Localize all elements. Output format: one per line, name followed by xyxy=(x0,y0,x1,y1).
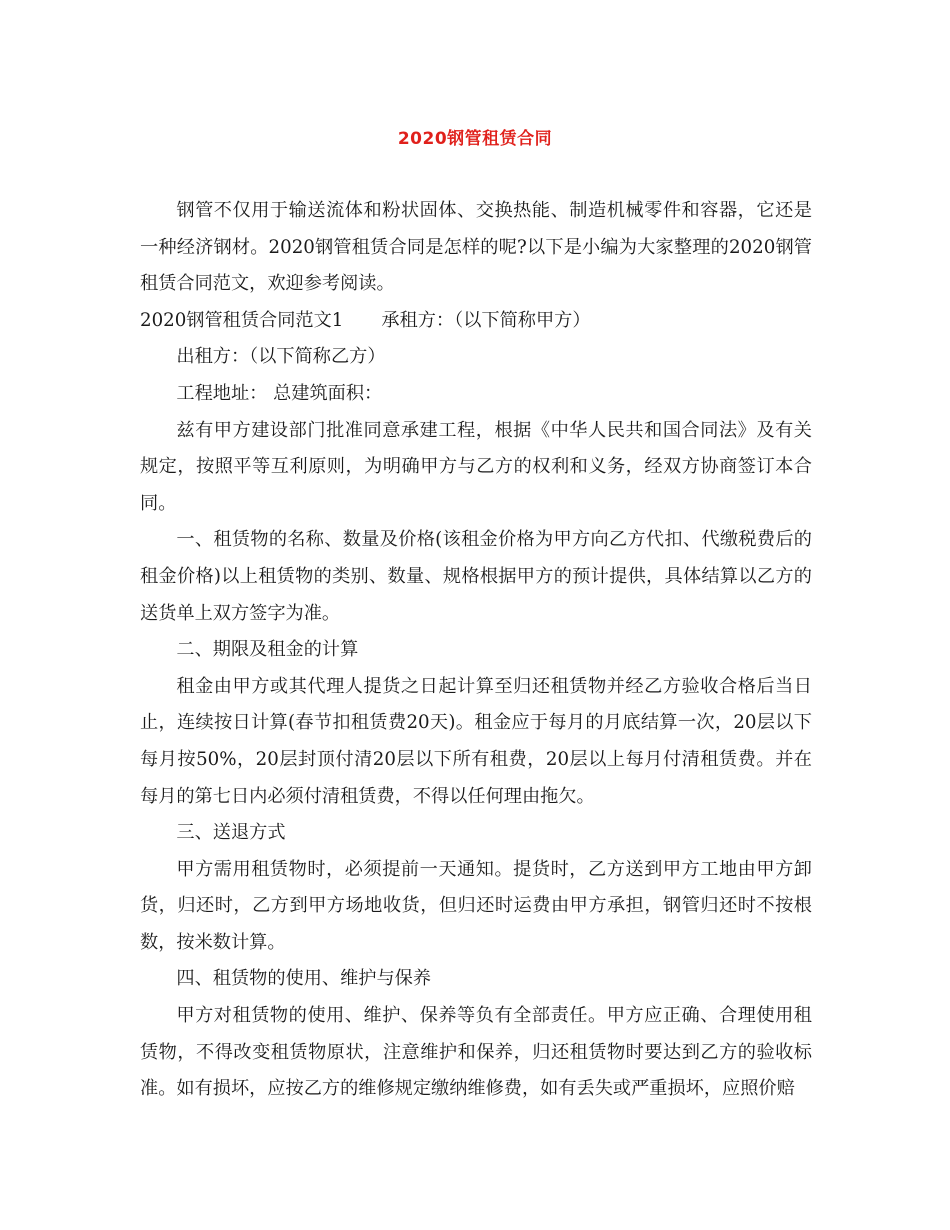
document-title: 2020钢管租赁合同 xyxy=(397,129,553,149)
lessee-line: 承租方：（以下简称甲方） xyxy=(381,309,591,331)
document-body xyxy=(140,193,812,1108)
sample-heading: 2020钢管租赁合同范文1 xyxy=(140,309,344,331)
section-4-heading: 四、租赁物的使用、维护与保养 xyxy=(176,968,432,990)
project-address-line: 工程地址： 总建筑面积： xyxy=(176,382,383,404)
sample-heading-line xyxy=(140,303,812,340)
preamble-paragraph: 兹有甲方建设部门批准同意承建工程，根据《中华人民共和国合同法》及有关规定，按照平等互利原则，为明确甲方与乙方的权利和义务，经双方协商签订本合同。 xyxy=(140,419,812,514)
intro-paragraph: 钢管不仅用于输送流体和粉状固体、交换热能、制造机械零件和容器，它还是一种经济钢材。2020钢管租赁合同是怎样的呢?以下是小编为大家整理的2020钢管租赁合同范文，欢迎参考阅读。 xyxy=(140,200,812,295)
section-1-paragraph: 一、租赁物的名称、数量及价格(该租金价格为甲方向乙方代扣、代缴税费后的租金价格)以上租赁物的类别、数量、规格根据甲方的预计提供，具体结算以乙方的送货单上双方签字为准。 xyxy=(140,529,812,624)
section-2-heading: 二、期限及租金的计算 xyxy=(176,639,359,661)
section-3-heading: 三、送退方式 xyxy=(176,822,286,844)
section-3-paragraph: 甲方需用租赁物时，必须提前一天通知。提货时，乙方送到甲方工地由甲方卸货，归还时，乙方到甲方场地收货，但归还时运费由甲方承担，钢管归还时不按根数，按米数计算。 xyxy=(140,858,812,953)
section-4-paragraph: 甲方对租赁物的使用、维护、保养等负有全部责任。甲方应正确、合理使用租赁物，不得改变租赁物原状，注意维护和保养，归还租赁物时要达到乙方的验收标准。如有损坏，应按乙方的维修规定缴纳维修费，如有丢失或严重损坏，应照价赔 xyxy=(140,1005,812,1100)
section-2-paragraph: 租金由甲方或其代理人提货之日起计算至归还租赁物并经乙方验收合格后当日止，连续按日计算(春节扣租赁费20天)。租金应于每月的月底结算一次，20层以下每月按50%，20层封顶付清20层以下所有租费，20层以上每月付清租赁费。并在每月的第七日内必须付清租赁费，不得以任何理由拖欠。 xyxy=(140,675,812,807)
lessor-line: 出租方：（以下简称乙方） xyxy=(176,346,386,368)
